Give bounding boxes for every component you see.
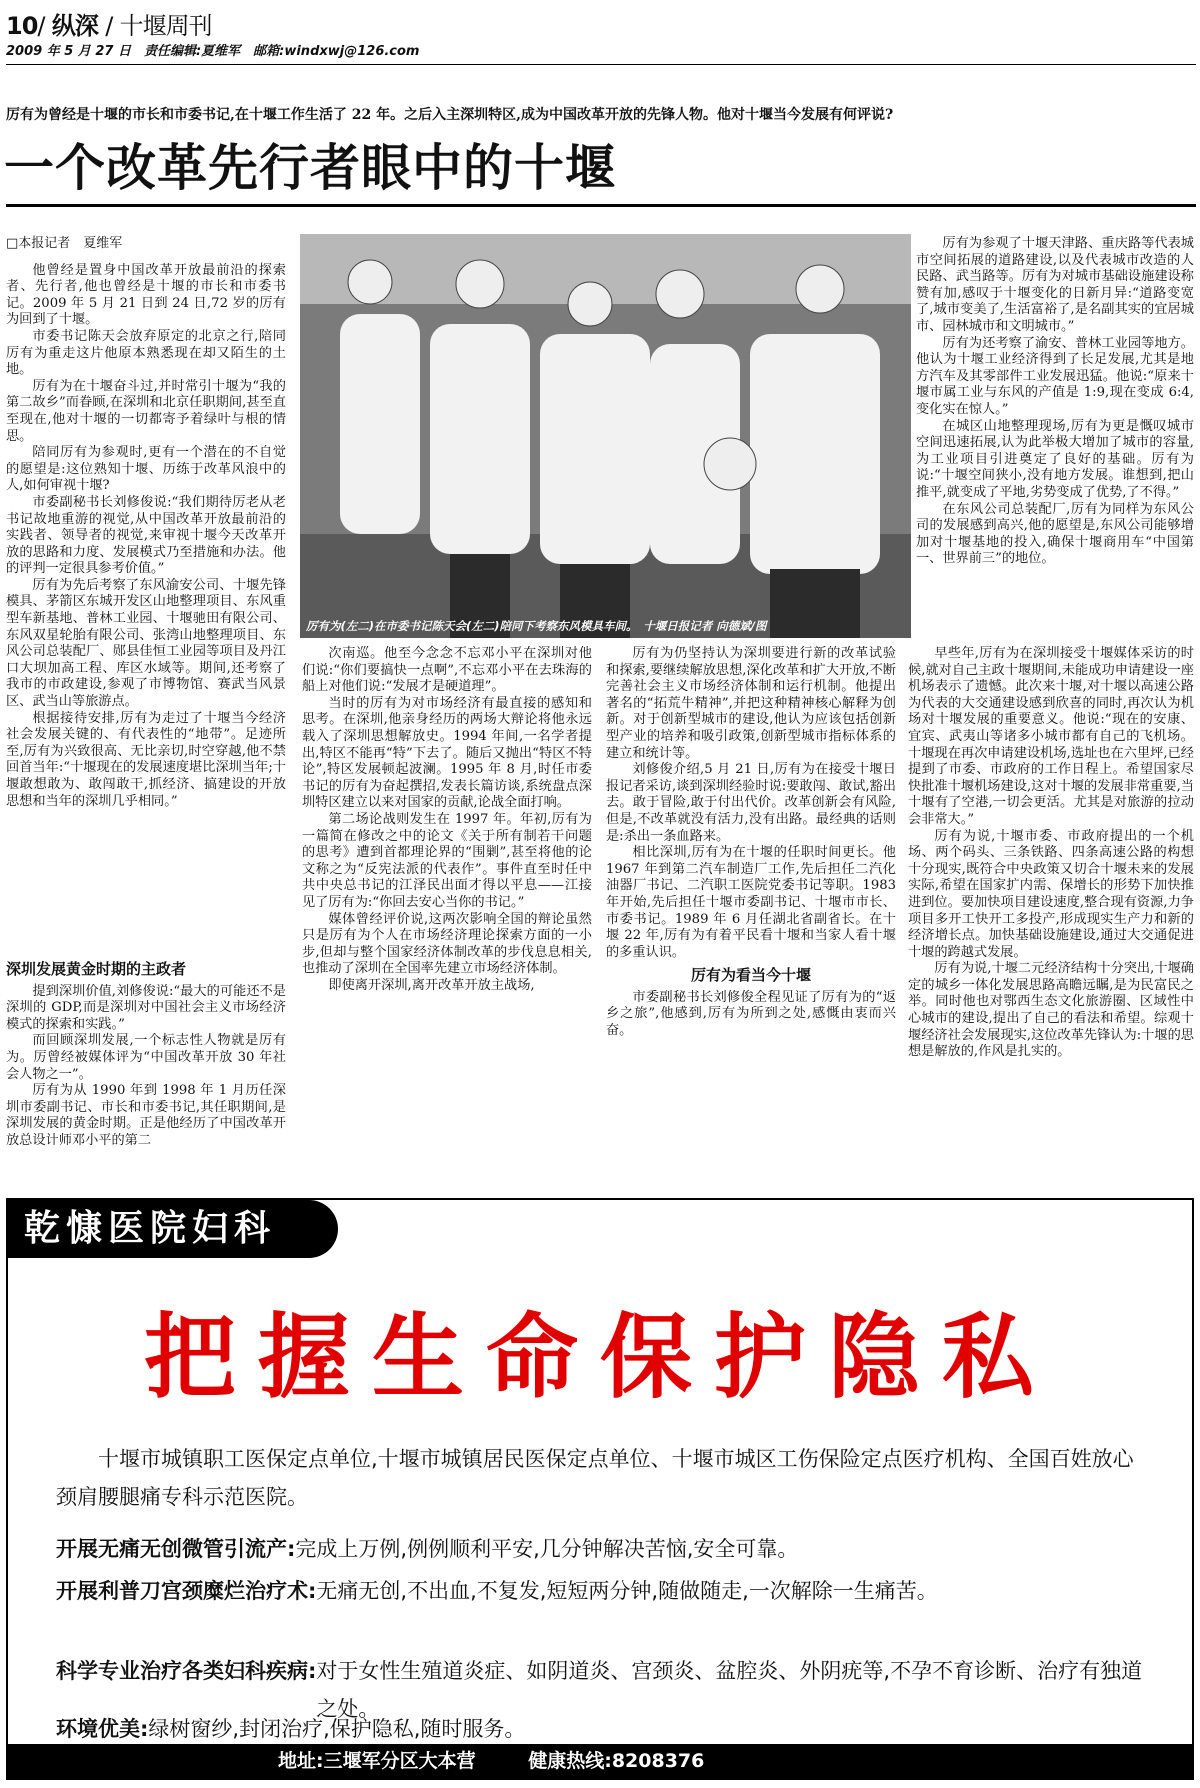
ad-brand: 乾慷医院妇科 (8, 1200, 338, 1258)
paragraph: 厉有为在十堰奋斗过,并时常引十堰为“我的第二故乡”而眷顾,在深圳和北京任职期间,甚至直至现在,他对十堰的一切都寄予着绿叶与根的情思。 (6, 378, 286, 444)
paragraph: 厉有为先后考察了东风渝安公司、十堰先锋模具、茅箭区东城开发区山地整理项目、东风重型车新基地、普林工业园、十堰驰田有限公司、东风双星轮胎有限公司、张湾山地整理项目、东风公司总装配厂、郧县佳恒工业园等项目及丹江口大坝加高工程、库区水域等。期间,还考察了我市的市政建设,参观了市博物馆、赛武当风景区、武当山等旅游点。 (6, 577, 286, 710)
article-headline: 一个改革先行者眼中的十堰 (4, 138, 616, 197)
ad-item-key: 开展无痛无创微管引流产: (56, 1537, 296, 1561)
headline-rule (6, 204, 1196, 207)
paragraph: 厉有为还考察了渝安、普林工业园等地方。他认为十堰工业经济得到了长足发展,尤其是地方汽车及其零部件工业发展迅猛。他说:“原来十堰市属工业与东风的产值是 1:9,现在变成 6:4,变化实在惊人。” (916, 335, 1194, 417)
paragraph: 厉有为从 1990 年到 1998 年 1 月历任深圳市委副书记、市长和市委书记,其任职期间,是深圳发展的黄金时期。正是他经历了中国改革开放总设计师邓小平的第二 (6, 1083, 286, 1148)
paragraph: 早些年,厉有为在深圳接受十堰媒体采访的时候,就对自己主政十堰期间,未能成功申请建设一座机场表示了遗憾。此次来十堰,对十堰以高速公路为代表的大交通建设感到欣喜的同时,再次认为机场对十堰发展的重要意义。他说:“现在的安康、宜宾、武夷山等诸多小城市都有自己的飞机场。十堰现在再次申请建设机场,选址也在六里坪,已经提到了市委、市政府的工作日程上。希望国家尽快批准十堰机场建设,这对十堰的发展非常重要,当十堰有了空港,一切会更活。尤其是对旅游的拉动会非常大。” (908, 646, 1194, 827)
byline: □本报记者 夏维军 (6, 236, 123, 251)
paragraph: 根据接待安排,厉有为走过了十堰当今经济社会发展关键的、有代表性的“地带”。足迹所至,厉有为兴致很高、无比亲切,时空穿越,他不禁回首当年:“十堰现在的发展速度堪比深圳当年;十堰敢想敢为、敢闯敢干,抓经济、搞建设的开放思想和当年的深圳几乎相同。” (6, 710, 286, 809)
paragraph: 刘修俊介绍,5 月 21 日,厉有为在接受十堰日报记者采访,谈到深圳经验时说:要敢闯、敢试,豁出去。敢于冒险,敢于付出代价。改革创新会有风险,但是,不改革就没有活力,没有出路。最经典的话则是:杀出一条血路来。 (606, 762, 896, 844)
article-column-2 (302, 646, 592, 994)
ad-item (56, 1710, 1146, 1748)
paragraph: 即使离开深圳,离开改革开放主战场, (328, 977, 535, 993)
masthead (6, 4, 1196, 64)
paragraph: 而回顾深圳发展,一个标志性人物就是厉有为。厉曾经被媒体评为“中国改革开放 30 年社会人物之一”。 (6, 1033, 286, 1082)
paragraph: 厉有为仍坚持认为深圳要进行新的改革试验和探索,要继续解放思想,深化改革和扩大开放,不断完善社会主义市场经济体制和运行机制。他提出著名的“拓荒牛精神”,并把这种精神核心解释为创新。对于创新型城市的建设,他认为应该包括创新型产业的培养和吸引政策,创新型城市指标体系的建立和统计等。 (606, 646, 896, 761)
article-column-4-lower (908, 646, 1194, 1061)
paragraph: 市委副秘书长刘修俊全程见证了厉有为的“返乡之旅”,他感到,厉有为所到之处,感慨由衷而兴奋。 (606, 989, 896, 1039)
ad-hotline: 健康热线:8208376 (528, 1750, 705, 1772)
paragraph: 第二场论战则发生在 1997 年。年初,厉有为一篇简在修改之中的论文《关于所有制若干问题的思考》遭到首都理论界的“围剿”,甚至将他的论文称之为“反宪法派的代表作”。事件直至时任中共中央总书记的江泽民出面才得以平息——江接见了厉有为:“你回去安心当你的书记。” (302, 811, 592, 910)
top-rule (6, 64, 1196, 65)
paragraph: 陪同厉有为参观时,更有一个潜在的不自觉的愿望是:这位熟知十堰、历练于改革风浪中的人,如何审视十堰? (6, 445, 286, 494)
hospital-advertisement (6, 1198, 1194, 1780)
column-4b-paragraphs (908, 646, 1194, 1061)
ad-item-value: 完成上万例,例例顺利平安,几分钟解决苦恼,安全可靠。 (295, 1537, 799, 1561)
ad-item-key: 科学专业治疗各类妇科疾病: (56, 1659, 317, 1683)
paragraph: 在城区山地整理现场,厉有为更是慨叹城市空间迅速拓展,认为此举极大增加了城市的容量,为工业项目引进奠定了良好的基础。厉有为说:“十堰空间狭小,没有地方发展。谁想到,把山推平,就变成了平地,劣势变成了优势,了不得。” (916, 418, 1194, 500)
paragraph: 厉有为参观了十堰天津路、重庆路等代表城市空间拓展的道路建设,以及代表城市改造的人民路、武当路等。厉有为对城市基础设施建设称赞有加,感叹于十堰变化的日新月异:“道路变宽了,城市变美了,生活富裕了,是名副其实的宜居城市、园林城市和文明城市。” (916, 236, 1194, 334)
ad-item (56, 1530, 1146, 1568)
ad-item-key: 开展利普刀宫颈糜烂治疗术: (56, 1579, 317, 1603)
ad-item-value: 对于女性生殖道炎症、如阴道炎、宫颈炎、盆腔炎、外阴疣等,不孕不育诊断、治疗有独道之处。 (316, 1659, 1143, 1721)
column-1b-paragraphs (6, 984, 286, 1150)
paragraph: 相比深圳,厉有为在十堰的任职时间更长。他 1967 年到第二汽车制造厂工作,先后担任二汽化油器厂书记、二汽职工医院党委书记等职。1983 年开始,先后担任十堰市委副书记、十堰市市长、市委书记。1989 年 6 月任湖北省副省长。在十堰 22 年,厉有为有着平民看十堰和当家人看十堰的多重认识。 (606, 845, 896, 960)
paragraph: 在东风公司总装配厂,厉有为同样为东风公司的发展感到高兴,他的愿望是,东风公司能够增加对十堰基地的投入,确保十堰商用车“中国第一、世界前三”的地位。 (916, 501, 1194, 567)
ad-intro: 十堰市城镇职工医保定点单位,十堰市城镇居民医保定点单位、十堰市城区工伤保险定点医疗机构、全国百姓放心颈肩腰腿痛专科示范医院。 (56, 1447, 1134, 1509)
paragraph: 厉有为说,十堰二元经济结构十分突出,十堰确定的城乡一体化发展思路高瞻远瞩,是为民富民之举。同时他也对鄂西生态文化旅游圈、区域性中心城市的建设,提出了自己的看法和希望。综观十堰经济社会发展现实,这位改革先锋认为:十堰的思想是解放的,作风是扎实的。 (908, 961, 1194, 1060)
photo-caption: 厉有为(左二)在市委书记陈天会(左二)陪同下考察东风模具车间。 十堰日报记者 向德斌/图 (306, 619, 767, 633)
column-2-paragraphs (302, 646, 592, 994)
section-name: 纵深 (51, 12, 98, 40)
paragraph: 厉有为说,十堰市委、市政府提出的一个机场、两个码头、三条铁路、四条高速公路的构想十分现实,既符合中央政策又切合十堰未来的发展实际,希望在国家扩内需、保增长的形势下加快推进到位。要加快项目建设速度,整合现有资源,力争项目多开工快开工多投产,形成现实生产力和新的经济增长点。加快基础设施建设,通过大交通促进十堰的跨越式发展。 (908, 828, 1194, 960)
ad-item-value: 绿树窗纱,封闭治疗,保护隐私,随时服务。 (148, 1717, 526, 1741)
article-column-3 (606, 646, 896, 1040)
column-3-paragraphs (606, 646, 896, 961)
paragraph: 他曾经是置身中国改革开放最前沿的探索者、先行者,他也曾经是十堰的市长和市委书记。2009 年 5 月 21 日到 24 日,72 岁的厉有为回到了十堰。 (6, 262, 286, 328)
dateline: 2009 年 5 月 27 日 责任编辑:夏维军 邮箱:windxwj@126.com (6, 44, 420, 59)
column-name: 十堰周刊 (119, 12, 212, 40)
paragraph: 当时的厉有为对市场经济有最直接的感知和思考。在深圳,他亲身经历的两场大辩论将他永远载入了深圳思想解放史。1994 年间,一名学者提出,特区不能再“特”下去了。随后又抛出“特区不特论”,特区发展顿起波澜。1995 年 8 月,时任市委书记的厉有为奋起撰招,发表长篇访谈,系统盘点深圳特区建立以来对国家的贡献,论战全面打响。 (302, 695, 592, 811)
article-column-4 (916, 236, 1194, 568)
ad-item-key: 环境优美: (56, 1717, 149, 1741)
page-number: 10 (6, 12, 38, 40)
article-deck: 厉有为曾经是十堰的市长和市委书记,在十堰工作生活了 22 年。之后入主深圳特区,成为中国改革开放的先锋人物。他对十堰当今发展有何评说? (6, 107, 894, 123)
article-column-1 (6, 236, 286, 810)
page-number-section (6, 6, 212, 41)
column-4-paragraphs (916, 236, 1194, 568)
article-column-1-lower (6, 955, 286, 1150)
news-photo (300, 234, 911, 638)
subheading-shenzhen: 深圳发展黄金时期的主政者 (6, 960, 187, 978)
ad-address: 地址:三堰军分区大本营 (278, 1750, 476, 1772)
paragraph: 次南巡。他至今念念不忘邓小平在深圳对他们说:“你们要搞快一点啊”,不忘邓小平在去珠海的船上对他们说:“发展才是硬道理”。 (302, 646, 592, 695)
column-1-paragraphs (6, 263, 286, 811)
separator: / (105, 12, 113, 40)
separator: / (37, 12, 45, 40)
ad-slogan: 把握生命保护隐私 (143, 1303, 1056, 1411)
paragraph: 媒体曾经评价说,这两次影响全国的辩论虽然只是厉有为个人在市场经济理论探索方面的一小步,但却与整个国家经济体制改革的步伐息息相关,也推动了深圳在全国率先建立市场经济体制。 (302, 911, 592, 977)
ad-footer (8, 1744, 1192, 1778)
subheading-today: 厉有为看当今十堰 (690, 966, 811, 985)
column-3b-paragraphs (606, 990, 896, 1040)
photo-illustration (300, 234, 911, 638)
ad-item-value: 无痛无创,不出血,不复发,短短两分钟,随做随走,一次解除一生痛苦。 (316, 1579, 938, 1603)
paragraph: 市委书记陈天会放弃原定的北京之行,陪同厉有为重走这片他原本熟悉现在却又陌生的土地。 (6, 328, 286, 378)
ad-item (56, 1572, 1146, 1610)
paragraph: 提到深圳价值,刘修俊说:“最大的可能还不是深圳的 GDP,而是深圳对中国社会主义市场经济模式的探索和实践。” (6, 983, 286, 1032)
paragraph: 市委副秘书长刘修俊说:“我们期待厉老从老书记故地重游的视觉,从中国改革开放最前沿的实践者、领导者的视觉,来审视十堰今天改革开放的思路和力度、发展模式乃至措施和办法。他的评判一定很具参考价值。” (6, 494, 286, 577)
